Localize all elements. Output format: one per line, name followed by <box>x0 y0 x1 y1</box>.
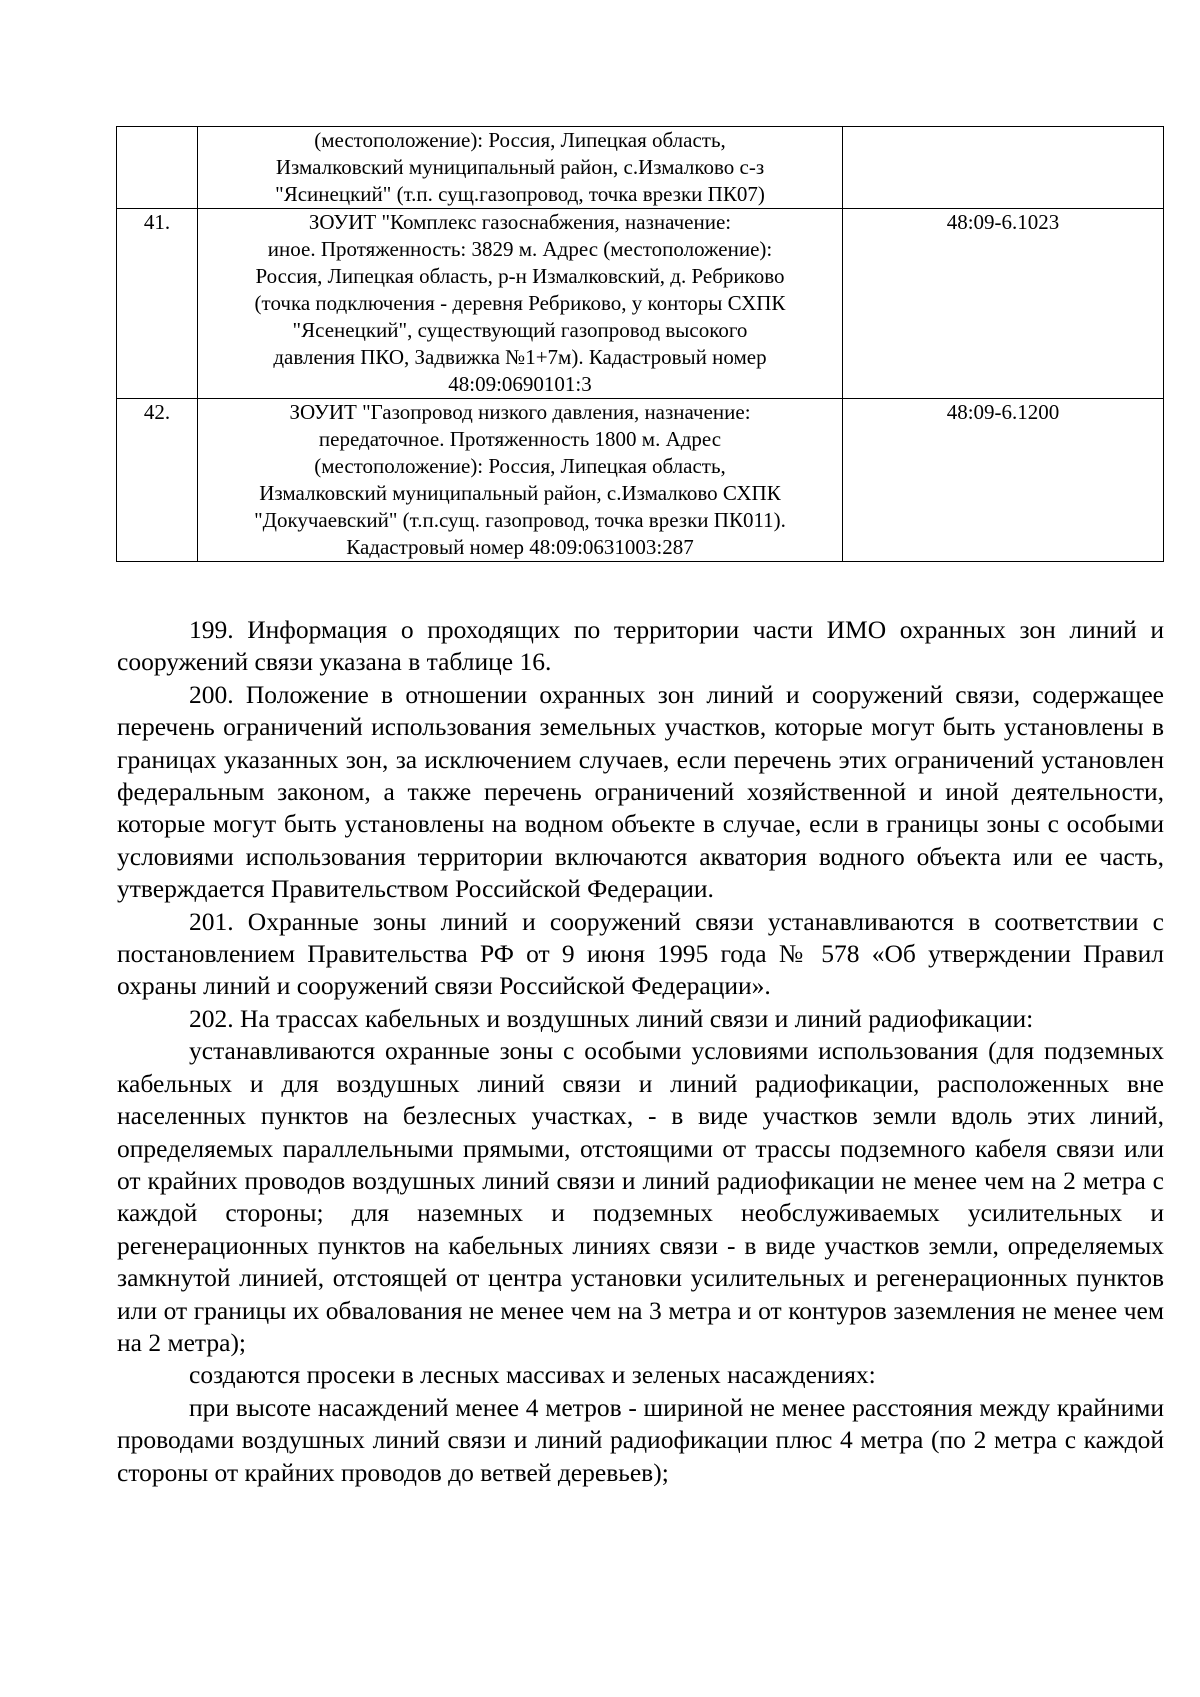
row-registry-number <box>843 127 1164 209</box>
description-line: давления ПКО, Задвижка №1+7м). Кадастровый номер <box>273 345 767 369</box>
description-line: Измалковский муниципальный район, с.Измалково СХПК <box>259 481 781 505</box>
description-line: "Ясинецкий" (т.п. сущ.газопровод, точка врезки ПК07) <box>275 182 765 206</box>
paragraph-201: 201. Охранные зоны линий и сооружений связи устанавливаются в соответствии с постановлением Правительства РФ от 9 июня 1995 года № 578 «Об утверждении Правил охраны линий и сооружений связи Российской Федерации». <box>117 906 1164 1001</box>
description-line: 48:09:0690101:3 <box>448 372 592 396</box>
description-line: Кадастровый номер 48:09:0631003:287 <box>346 535 694 559</box>
row-registry-number: 48:09-6.1200 <box>843 399 1164 562</box>
description-line: "Ясенецкий", существующий газопровод высокого <box>292 318 748 342</box>
description-line: (местоположение): Россия, Липецкая область, <box>314 128 726 152</box>
description-line: ЗОУИТ "Газопровод низкого давления, назначение: <box>289 400 751 424</box>
row-number: 42. <box>117 399 198 562</box>
paragraph-202: 202. На трассах кабельных и воздушных линий связи и линий радиофикации: <box>189 1003 1034 1033</box>
row-description <box>198 127 843 209</box>
paragraph-200: 200. Положение в отношении охранных зон линий и сооружений связи, содержащее перечень ограничений использования земельных участков, которые могут быть установлены в границах указанных зон, за исключением случаев, если перечень этих ограничений установлен федеральным законом, а также перечень ограничений хозяйственной и иной деятельности, которые могут быть установлены на водном объекте в случае, если в границы зоны с особыми условиями использования территории включаются акватория водного объекта или ее часть, утверждается Правительством Российской Федерации. <box>117 679 1164 904</box>
row-number: 41. <box>117 209 198 399</box>
description-line: передаточное. Протяженность 1800 м. Адрес <box>318 427 722 451</box>
paragraph-199: 199. Информация о проходящих по территории части ИМО охранных зон линий и сооружений связи указана в таблице 16. <box>117 615 1164 677</box>
table-row <box>117 399 1164 562</box>
description-line: Россия, Липецкая область, р-н Измалковский, д. Ребриково <box>255 264 785 288</box>
description-line: иное. Протяженность: 3829 м. Адрес (местоположение): <box>267 237 773 261</box>
paragraph-clearings: создаются просеки в лесных массивах и зеленых насаждениях: <box>189 1360 876 1390</box>
description-line: Измалковский муниципальный район, с.Измалково с-з <box>275 155 765 179</box>
row-description <box>198 209 843 399</box>
description-line: (точка подключения - деревня Ребриково, у конторы СХПК <box>254 291 786 315</box>
body-text <box>117 614 1164 1489</box>
zones-table <box>116 126 1164 562</box>
table-row <box>117 127 1164 209</box>
description-line: (местоположение): Россия, Липецкая область, <box>314 454 726 478</box>
paragraph-plantings-height: при высоте насаждений менее 4 метров - шириной не менее расстояния между крайними проводами воздушных линий связи и линий радиофикации плюс 4 метра (по 2 метра с каждой стороны от крайних проводов до ветвей деревьев); <box>117 1392 1164 1487</box>
paragraph-protection-zones: устанавливаются охранные зоны с особыми условиями использования (для подземных кабельных и для воздушных линий связи и линий радиофикации, расположенных вне населенных пунктов на безлесных участках, - в виде участков земли вдоль этих линий, определяемых параллельными прямыми, отстоящими от трассы подземного кабеля связи или от крайних проводов воздушных линий связи и линий радиофикации не менее чем на 2 метра с каждой стороны; для наземных и подземных необслуживаемых усилительных и регенерационных пунктов на кабельных линиях связи - в виде участков земли, определяемых замкнутой линией, отстоящей от центра установки усилительных и регенерационных пунктов или от границы их обвалования не менее чем на 3 метра и от контуров заземления не менее чем на 2 метра); <box>117 1036 1164 1357</box>
row-registry-number: 48:09-6.1023 <box>843 209 1164 399</box>
table-row <box>117 209 1164 399</box>
description-line: "Докучаевский" (т.п.сущ. газопровод, точка врезки ПК011). <box>254 508 786 532</box>
row-number <box>117 127 198 209</box>
description-line: ЗОУИТ "Комплекс газоснабжения, назначение: <box>308 210 732 234</box>
row-description <box>198 399 843 562</box>
